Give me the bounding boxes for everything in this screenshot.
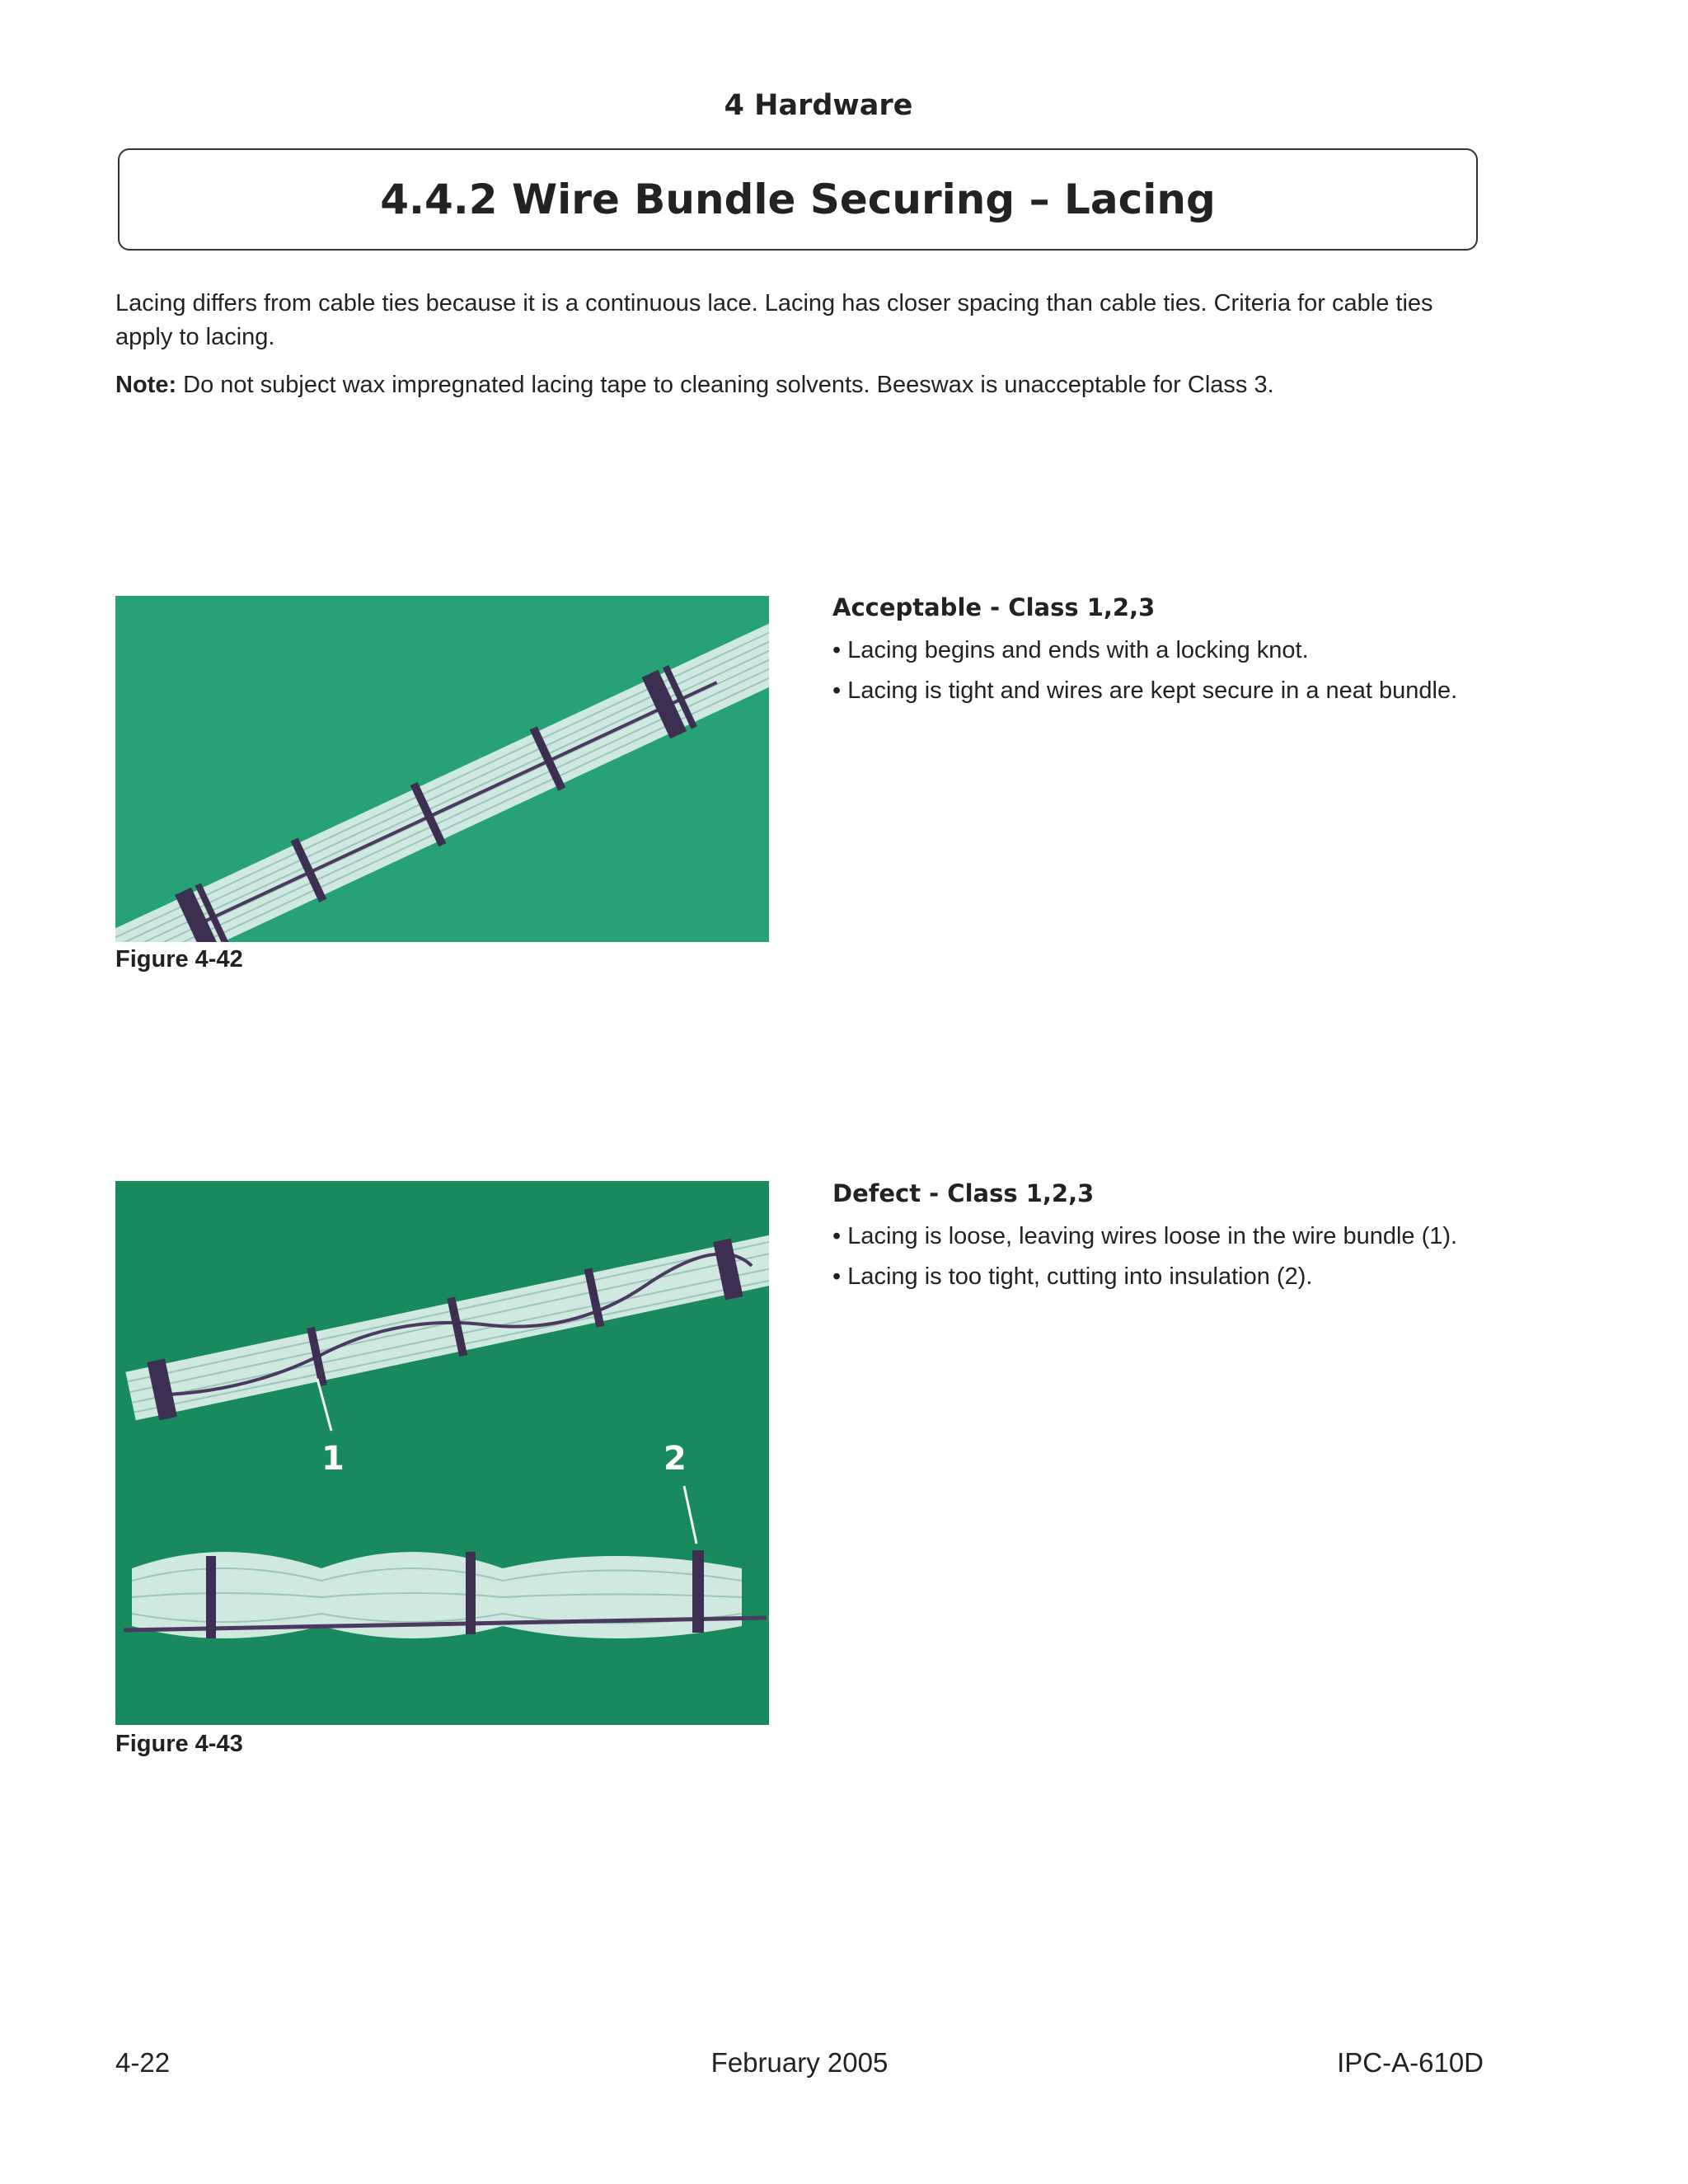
criteria-bullet: • Lacing is tight and wires are kept secure in a neat bundle. bbox=[832, 671, 1492, 711]
figure-4-42-image bbox=[115, 596, 769, 942]
tight-lacing-bundle bbox=[124, 1550, 767, 1638]
callout-1: 1 bbox=[321, 1440, 345, 1478]
callout-2: 2 bbox=[663, 1440, 687, 1478]
criteria-block-defect bbox=[832, 1177, 1492, 1297]
criteria-block-acceptable bbox=[832, 591, 1492, 711]
page-number: 4-22 bbox=[115, 2047, 171, 2078]
criteria-bullet: • Lacing begins and ends with a locking knot. bbox=[832, 630, 1492, 671]
criteria-heading: Acceptable - Class 1,2,3 bbox=[832, 593, 1156, 621]
figure-caption: Figure 4-43 bbox=[115, 1731, 243, 1757]
criteria-bullet: • Lacing is loose, leaving wires loose in the wire bundle (1). bbox=[832, 1216, 1492, 1257]
figure-caption: Figure 4-42 bbox=[115, 946, 243, 972]
section-title: 4.4.2 Wire Bundle Securing – Lacing bbox=[380, 176, 1216, 223]
section-title-box bbox=[118, 148, 1478, 251]
criteria-heading: Defect - Class 1,2,3 bbox=[832, 1179, 1095, 1207]
criteria-bullet: • Lacing is too tight, cutting into insulation (2). bbox=[832, 1257, 1492, 1297]
note-label: Note: bbox=[115, 372, 177, 398]
footer-date: February 2005 bbox=[710, 2047, 889, 2078]
chapter-heading: 4 Hardware bbox=[724, 89, 913, 122]
intro-paragraph: Lacing differs from cable ties because it is a continuous lace. Lacing has closer spacing than cable ties. Criteria for cable ties apply to lacing. bbox=[115, 290, 1433, 350]
note-text: Do not subject wax impregnated lacing tape to cleaning solvents. Beeswax is unacceptable for Class 3. bbox=[176, 372, 1274, 398]
note-paragraph bbox=[115, 368, 1492, 402]
figure-4-43-image bbox=[115, 1181, 769, 1725]
document-id: IPC-A-610D bbox=[1337, 2047, 1484, 2078]
